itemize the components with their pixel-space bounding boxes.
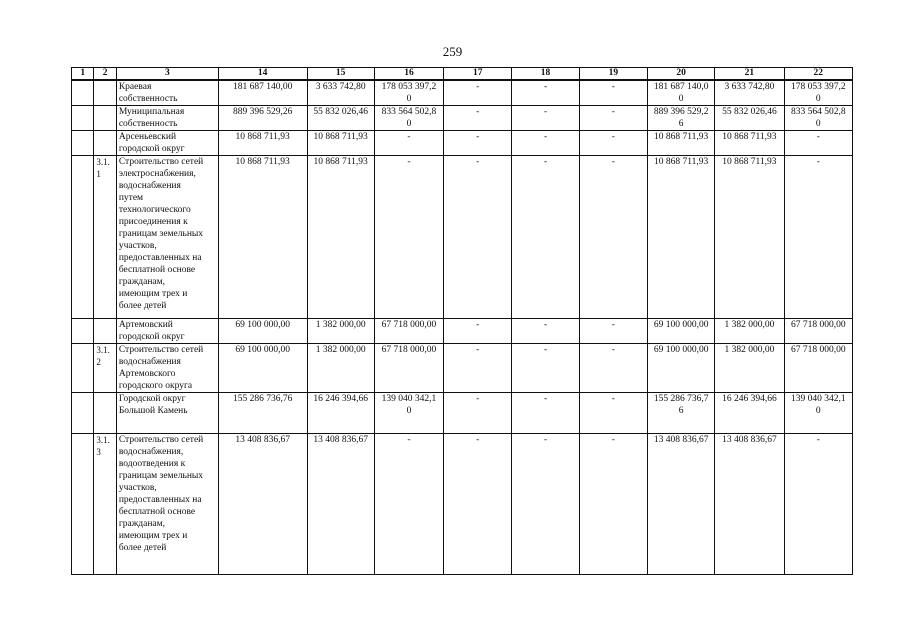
cell-col-1 bbox=[72, 434, 94, 575]
cell-col-16: - bbox=[374, 434, 443, 575]
table-row bbox=[72, 344, 853, 393]
cell-text-line: Артемовского bbox=[118, 369, 176, 379]
cell-col-21: 10 868 711,93 bbox=[715, 156, 784, 319]
cell-col-14: 181 687 140,00 bbox=[218, 80, 307, 106]
column-header-2: 2 bbox=[94, 68, 116, 81]
table-row bbox=[72, 156, 853, 319]
cell-col-19: - bbox=[579, 156, 647, 319]
cell-col-3 bbox=[116, 319, 218, 344]
cell-col-20: 69 100 000,00 bbox=[647, 344, 714, 393]
column-header-3: 3 bbox=[116, 68, 218, 81]
cell-col-16: 67 718 000,00 bbox=[374, 319, 443, 344]
cell-col-14: 10 868 711,93 bbox=[218, 131, 307, 156]
cell-col-1 bbox=[72, 393, 94, 434]
cell-col-20: 155 286 736,7 6 bbox=[647, 393, 714, 434]
column-header-15: 15 bbox=[307, 68, 374, 81]
cell-col-20: 181 687 140,0 0 bbox=[647, 80, 714, 106]
cell-col-1 bbox=[72, 344, 94, 393]
cell-col-17: - bbox=[444, 156, 512, 319]
cell-col-17: - bbox=[444, 393, 512, 434]
cell-text-line: собственность bbox=[118, 119, 178, 129]
table-row bbox=[72, 393, 853, 434]
page-number: 259 bbox=[442, 44, 463, 59]
cell-col-18: - bbox=[512, 106, 579, 131]
cell-col-16: 67 718 000,00 bbox=[374, 344, 443, 393]
cell-text-line: Муниципальная bbox=[118, 107, 185, 117]
column-header-20: 20 bbox=[647, 68, 714, 81]
cell-text-line: технологического bbox=[118, 205, 191, 215]
cell-col-3 bbox=[116, 344, 218, 393]
cell-col-2 bbox=[94, 319, 116, 344]
cell-col-18: - bbox=[512, 156, 579, 319]
cell-text-line: бесплатной основе bbox=[118, 265, 196, 275]
cell-text-line: Краевая bbox=[118, 82, 152, 92]
cell-col-1 bbox=[72, 131, 94, 156]
cell-col-14: 889 396 529,26 bbox=[218, 106, 307, 131]
cell-col-3 bbox=[116, 131, 218, 156]
cell-text-line: присоединения к bbox=[118, 217, 188, 227]
cell-col-21: 16 246 394,66 bbox=[715, 393, 784, 434]
cell-text-line: участков, bbox=[118, 483, 157, 493]
cell-col-17: - bbox=[444, 131, 512, 156]
cell-col-18: - bbox=[512, 393, 579, 434]
cell-col-2 bbox=[94, 106, 116, 131]
cell-text-line: городской округ bbox=[118, 332, 185, 342]
cell-col-22: 67 718 000,00 bbox=[784, 319, 852, 344]
cell-text-line: предоставленных на bbox=[118, 495, 202, 505]
cell-col-17: - bbox=[444, 319, 512, 344]
cell-col-15: 10 868 711,93 bbox=[307, 131, 374, 156]
cell-col-19: - bbox=[579, 80, 647, 106]
cell-col-17: - bbox=[444, 344, 512, 393]
cell-col-19: - bbox=[579, 319, 647, 344]
cell-col-21: 3 633 742,80 bbox=[715, 80, 784, 106]
cell-col-1 bbox=[72, 319, 94, 344]
cell-col-2 bbox=[94, 80, 116, 106]
column-header-21: 21 bbox=[715, 68, 784, 81]
cell-col-21: 55 832 026,46 bbox=[715, 106, 784, 131]
cell-col-14: 69 100 000,00 bbox=[218, 344, 307, 393]
cell-col-22: - bbox=[784, 131, 852, 156]
cell-col-21: 13 408 836,67 bbox=[715, 434, 784, 575]
cell-col-3 bbox=[116, 80, 218, 106]
cell-col-14: 13 408 836,67 bbox=[218, 434, 307, 575]
table-row bbox=[72, 434, 853, 575]
table-body bbox=[72, 80, 853, 575]
cell-text-line: предоставленных на bbox=[118, 253, 202, 263]
cell-text-line: Строительство сетей bbox=[118, 157, 204, 167]
cell-col-2 bbox=[94, 131, 116, 156]
cell-col-15: 1 382 000,00 bbox=[307, 319, 374, 344]
cell-col-18: - bbox=[512, 80, 579, 106]
budget-table bbox=[71, 67, 853, 575]
cell-col-3 bbox=[116, 393, 218, 434]
cell-text-line: гражданам, bbox=[118, 277, 166, 287]
cell-col-17: - bbox=[444, 80, 512, 106]
table-row bbox=[72, 106, 853, 131]
cell-col-19: - bbox=[579, 106, 647, 131]
cell-col-20: 13 408 836,67 bbox=[647, 434, 714, 575]
cell-text-line: водоснабжения, bbox=[118, 447, 184, 457]
cell-col-16: 833 564 502,8 0 bbox=[374, 106, 443, 131]
cell-col-3 bbox=[116, 156, 218, 319]
column-header-17: 17 bbox=[444, 68, 512, 81]
cell-col-15: 1 382 000,00 bbox=[307, 344, 374, 393]
cell-col-22: 178 053 397,2 0 bbox=[784, 80, 852, 106]
table-row bbox=[72, 131, 853, 156]
cell-col-18: - bbox=[512, 434, 579, 575]
cell-text-line: бесплатной основе bbox=[118, 507, 196, 517]
column-header-22: 22 bbox=[784, 68, 852, 81]
cell-col-1 bbox=[72, 106, 94, 131]
cell-col-3 bbox=[116, 434, 218, 575]
cell-text-line: Артемовский bbox=[118, 320, 173, 330]
cell-text-line: водоснабжения bbox=[118, 357, 181, 367]
cell-text-line: путем bbox=[118, 193, 144, 203]
cell-col-21: 1 382 000,00 bbox=[715, 319, 784, 344]
cell-col-14: 155 286 736,76 bbox=[218, 393, 307, 434]
cell-col-16: - bbox=[374, 131, 443, 156]
cell-col-22: 67 718 000,00 bbox=[784, 344, 852, 393]
cell-text-line: Арсеньевский bbox=[118, 132, 177, 142]
cell-text-line: Городской округ bbox=[118, 394, 186, 404]
cell-col-15: 13 408 836,67 bbox=[307, 434, 374, 575]
cell-col-16: 139 040 342,1 0 bbox=[374, 393, 443, 434]
column-header-18: 18 bbox=[512, 68, 579, 81]
cell-text-line: гражданам, bbox=[118, 519, 166, 529]
cell-text-line: границам земельных bbox=[118, 229, 204, 239]
cell-col-20: 889 396 529,2 6 bbox=[647, 106, 714, 131]
cell-col-1 bbox=[72, 156, 94, 319]
cell-col-17: - bbox=[444, 434, 512, 575]
cell-text-line: более детей bbox=[118, 301, 167, 311]
cell-col-20: 69 100 000,00 bbox=[647, 319, 714, 344]
cell-col-2: 3.1.3 bbox=[94, 434, 116, 575]
cell-col-21: 1 382 000,00 bbox=[715, 344, 784, 393]
cell-col-20: 10 868 711,93 bbox=[647, 131, 714, 156]
cell-col-3 bbox=[116, 106, 218, 131]
cell-text-line: имеющим трех и bbox=[118, 531, 188, 541]
cell-text-line: городской округ bbox=[118, 144, 185, 154]
cell-text-line: более детей bbox=[118, 543, 167, 553]
cell-text-line: участков, bbox=[118, 241, 157, 251]
cell-text-line: Строительство сетей bbox=[118, 435, 204, 445]
cell-col-16: 178 053 397,2 0 bbox=[374, 80, 443, 106]
cell-col-15: 55 832 026,46 bbox=[307, 106, 374, 131]
cell-col-1 bbox=[72, 80, 94, 106]
cell-text-line: Большой Камень bbox=[118, 406, 188, 416]
cell-col-20: 10 868 711,93 bbox=[647, 156, 714, 319]
cell-col-15: 3 633 742,80 bbox=[307, 80, 374, 106]
cell-col-2: 3.1.2 bbox=[94, 344, 116, 393]
column-header-19: 19 bbox=[579, 68, 647, 81]
cell-col-15: 16 246 394,66 bbox=[307, 393, 374, 434]
cell-col-2 bbox=[94, 393, 116, 434]
cell-col-18: - bbox=[512, 319, 579, 344]
cell-text-line: имеющим трех и bbox=[118, 289, 188, 299]
column-header-1: 1 bbox=[72, 68, 94, 81]
table-row bbox=[72, 319, 853, 344]
cell-col-18: - bbox=[512, 131, 579, 156]
column-header-16: 16 bbox=[374, 68, 443, 81]
cell-text-line: водоснабжения bbox=[118, 181, 181, 191]
cell-col-14: 69 100 000,00 bbox=[218, 319, 307, 344]
cell-col-22: - bbox=[784, 156, 852, 319]
cell-col-2: 3.1.1 bbox=[94, 156, 116, 319]
cell-col-14: 10 868 711,93 bbox=[218, 156, 307, 319]
cell-text-line: Строительство сетей bbox=[118, 345, 204, 355]
cell-col-19: - bbox=[579, 393, 647, 434]
cell-text-line: городского округа bbox=[118, 381, 193, 391]
cell-col-19: - bbox=[579, 344, 647, 393]
cell-col-22: 139 040 342,1 0 bbox=[784, 393, 852, 434]
cell-col-19: - bbox=[579, 131, 647, 156]
header-row bbox=[72, 68, 853, 81]
table-row bbox=[72, 80, 853, 106]
cell-col-21: 10 868 711,93 bbox=[715, 131, 784, 156]
cell-col-17: - bbox=[444, 106, 512, 131]
cell-text-line: водоотведения к bbox=[118, 459, 186, 469]
cell-text-line: электроснабжения, bbox=[118, 169, 196, 179]
cell-col-16: - bbox=[374, 156, 443, 319]
cell-col-22: - bbox=[784, 434, 852, 575]
cell-col-19: - bbox=[579, 434, 647, 575]
cell-col-15: 10 868 711,93 bbox=[307, 156, 374, 319]
column-header-14: 14 bbox=[218, 68, 307, 81]
cell-col-18: - bbox=[512, 344, 579, 393]
cell-text-line: границам земельных bbox=[118, 471, 204, 481]
cell-col-22: 833 564 502,8 0 bbox=[784, 106, 852, 131]
cell-text-line: собственность bbox=[118, 94, 178, 104]
